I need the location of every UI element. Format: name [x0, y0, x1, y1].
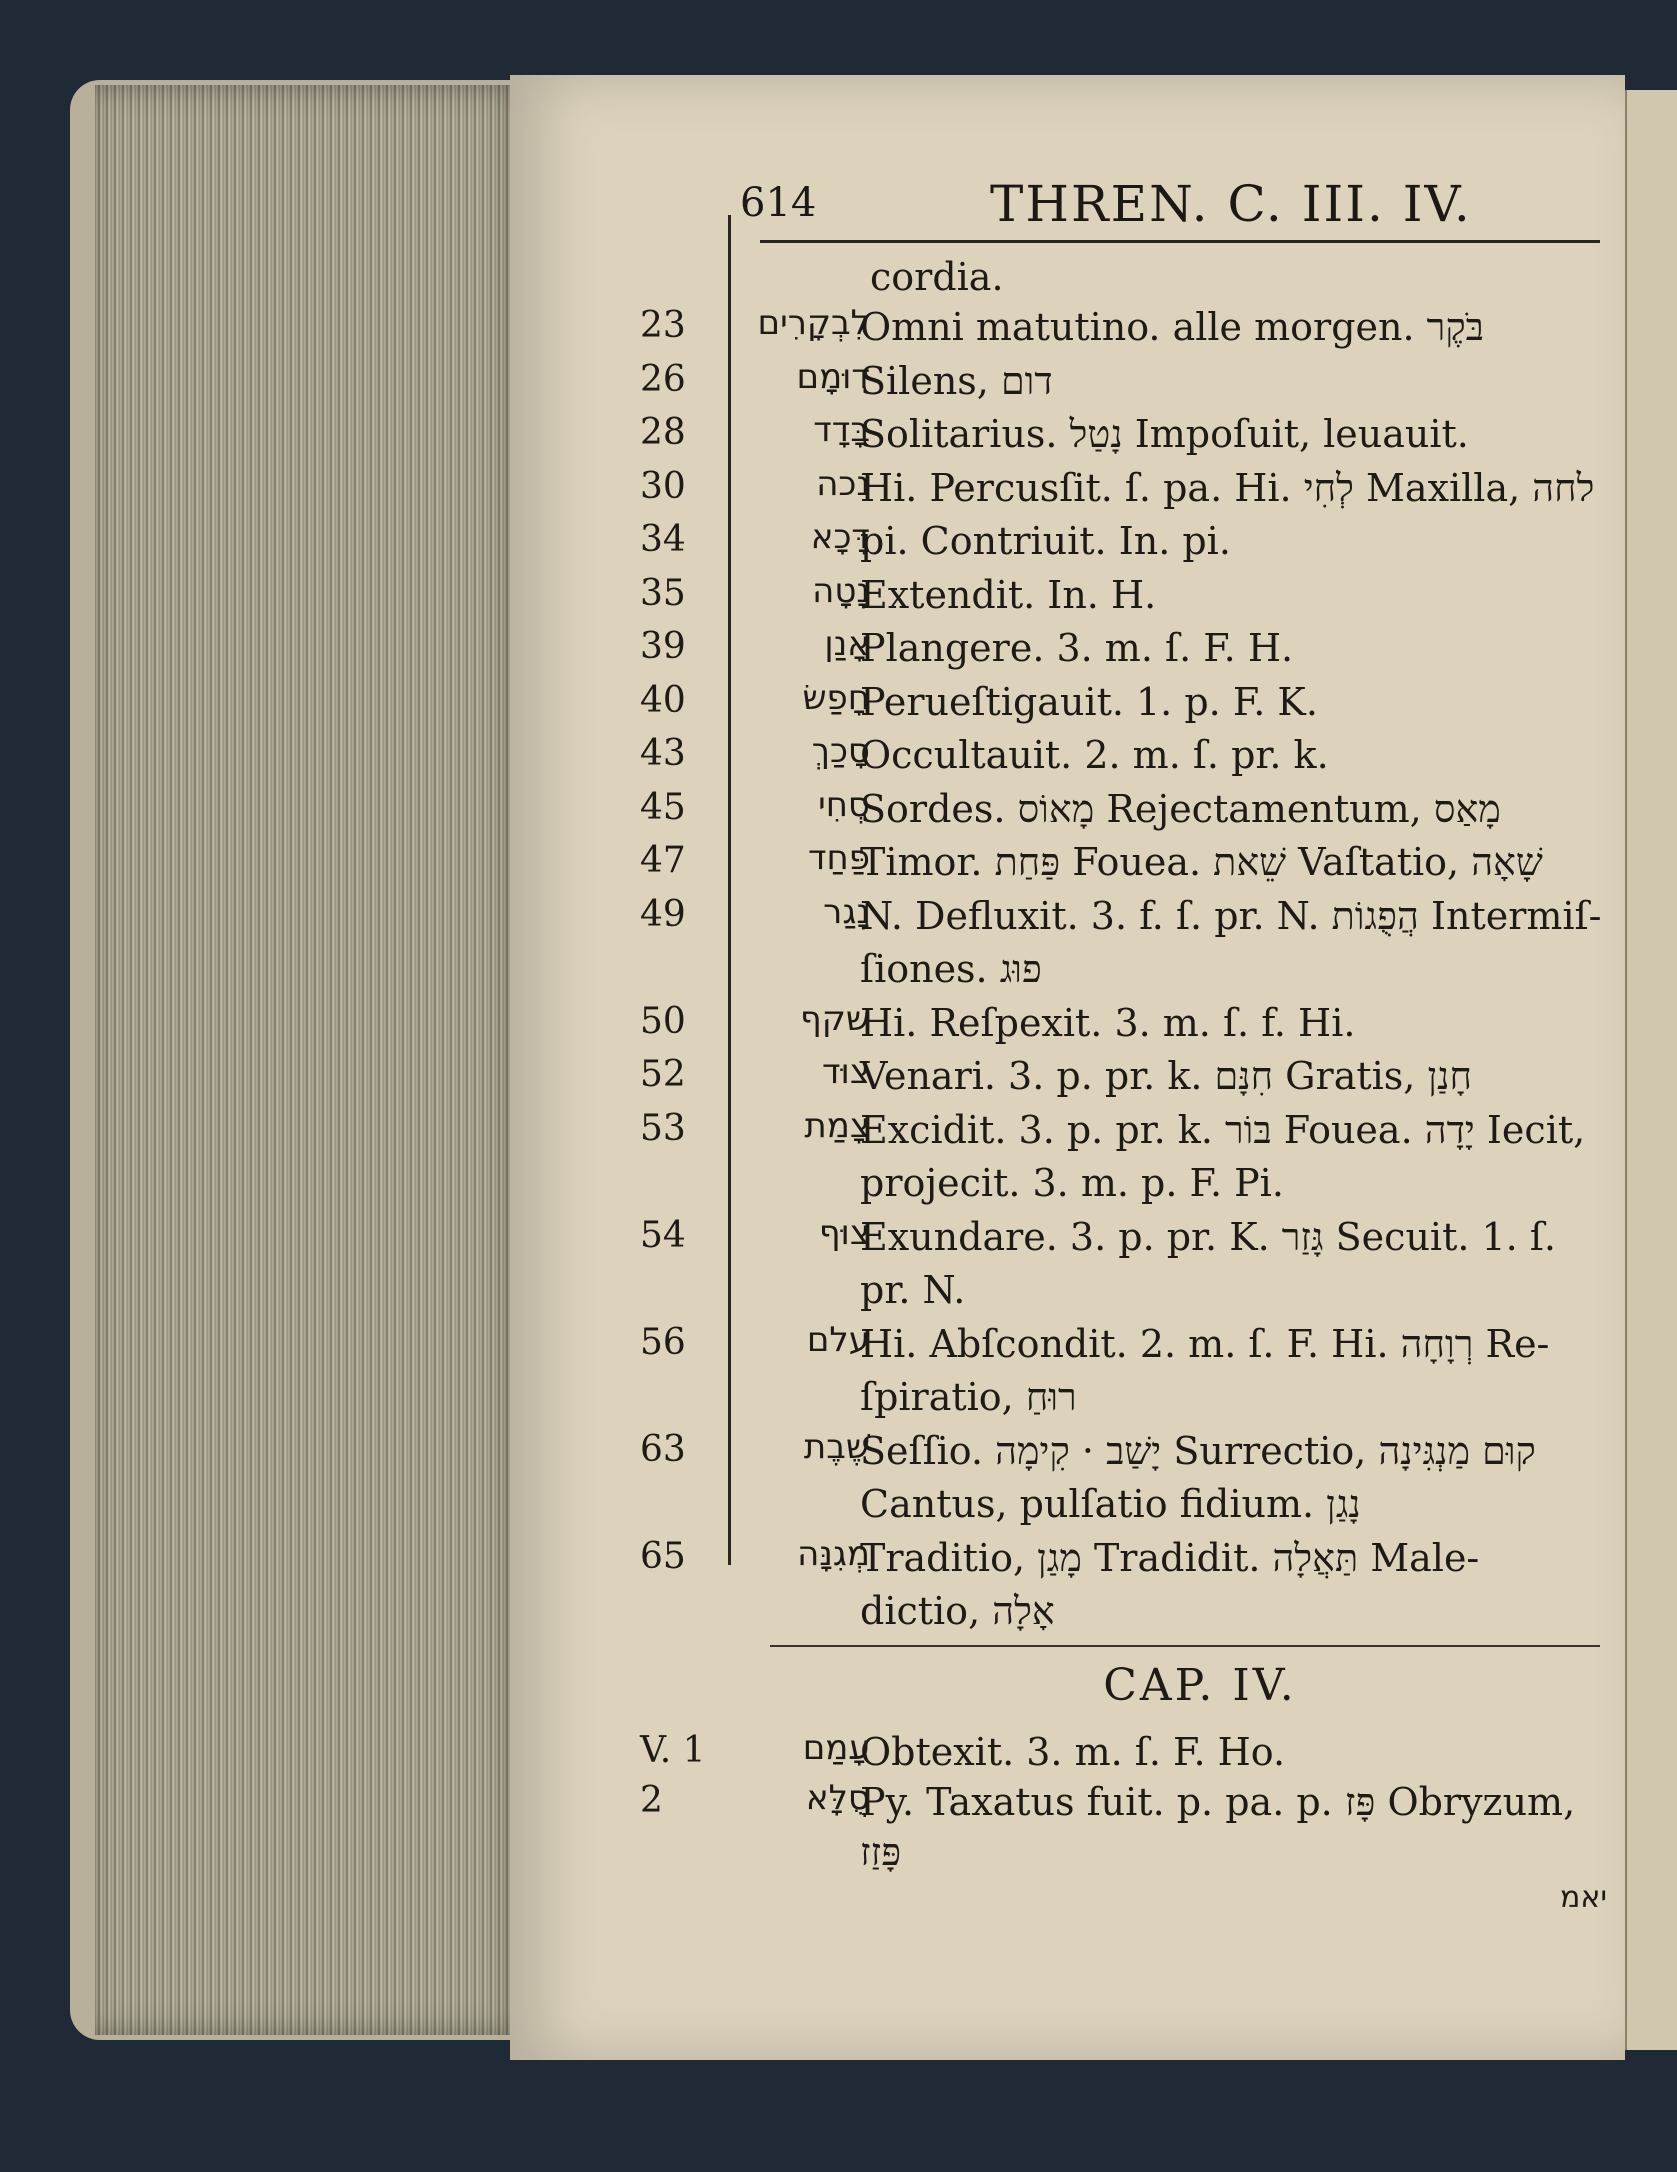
entry-row — [640, 1830, 1600, 1886]
gloss-text: cordia. — [870, 255, 1004, 299]
hebrew-headword: עלם — [806, 1319, 870, 1360]
hebrew-headword: סֻלָּא — [805, 1778, 870, 1818]
entry-row — [640, 356, 1600, 415]
hebrew-headword: דָּכָא — [810, 517, 870, 557]
hebrew-headword: נכה — [816, 463, 870, 504]
page-number: 614 — [740, 180, 817, 226]
gloss-text: pi. Contriuit. In. pi. — [860, 519, 1231, 563]
verse-number: 47 — [640, 840, 686, 881]
verse-number: 45 — [640, 786, 686, 828]
entry-row — [640, 412, 1600, 468]
gloss-text: Plangere. 3. m. ſ. F. H. — [860, 626, 1294, 670]
verse-number: 2 — [640, 1780, 663, 1821]
gloss-text: Silens, דום — [860, 358, 1053, 403]
hebrew-headword: בָּדָד — [813, 410, 870, 450]
entry-row — [640, 840, 1600, 896]
entry-row — [640, 519, 1600, 575]
verse-number: 30 — [640, 465, 686, 507]
entry-row — [640, 463, 1600, 522]
gloss-text: pr. N. — [860, 1268, 966, 1312]
verse-number: 40 — [640, 679, 686, 721]
header-rule — [760, 240, 1600, 243]
entry-row — [640, 1375, 1600, 1431]
hebrew-headword: נָגַר — [823, 891, 870, 932]
hebrew-headword: סְחִי — [818, 784, 870, 825]
section-rule — [770, 1645, 1600, 1647]
verse-number: 56 — [640, 1321, 686, 1363]
hebrew-headword: פַּחַד — [807, 838, 870, 878]
entry-row — [640, 626, 1600, 682]
verse-number: 26 — [640, 358, 686, 400]
gloss-text: ſpiratio, רוּחַ — [860, 1375, 1077, 1419]
running-title: THREN. C. III. IV. — [990, 175, 1472, 233]
hebrew-headword: אָנַן — [824, 624, 870, 664]
entry-row — [640, 1161, 1600, 1217]
gloss-text: Occultauit. 2. m. ſ. pr. k. — [860, 733, 1329, 777]
entry-row — [640, 733, 1600, 789]
entry-row — [640, 1426, 1600, 1485]
facing-page-edge — [1625, 90, 1677, 2050]
entry-row — [640, 1054, 1600, 1110]
entry-row — [640, 891, 1602, 950]
entry-row — [640, 998, 1600, 1057]
gloss-text: Perueſtigauit. 1. p. F. K. — [860, 679, 1318, 724]
gloss-text: Venari. 3. p. pr. k. חִנָּם Gratis, חָנַן — [860, 1054, 1472, 1098]
verse-number: 23 — [640, 305, 686, 346]
gloss-text: Seſſio. יָשַׁב · קִימָה Surrectio, קוּם מַנְגִּינָה — [860, 1428, 1536, 1473]
hebrew-headword: צוּד — [822, 1052, 870, 1092]
verse-number: 28 — [640, 412, 686, 453]
entry-row — [640, 1780, 1600, 1836]
catchword: יאמ — [1560, 1880, 1608, 1915]
gloss-text: N. Defluxit. 3. f. ſ. pr. N. הֲפֻגוֹת Intermiſ- — [860, 893, 1602, 938]
verse-number: 49 — [640, 893, 686, 935]
entry-row — [640, 570, 1600, 629]
gloss-text: dictio, אָלָה — [860, 1589, 1055, 1633]
gloss-text: Hi. Abſcondit. 2. m. ſ. F. Hi. רְוָחָה Re- — [860, 1321, 1550, 1366]
hebrew-headword: נָטָה — [812, 570, 870, 611]
hebrew-headword: שקף — [800, 998, 870, 1039]
gloss-text: Excidit. 3. p. pr. k. בּוֹר Fouea. יָדָה Iecit, — [860, 1107, 1586, 1152]
gloss-text: Omni matutino. alle morgen. בֹּקֶר — [860, 305, 1484, 349]
entry-row — [640, 305, 1600, 361]
entry-row — [640, 1268, 1600, 1324]
verse-number: 35 — [640, 572, 686, 614]
hebrew-headword: דוּמָם — [796, 356, 870, 397]
entry-row — [640, 1533, 1600, 1592]
entry-row — [640, 1105, 1600, 1164]
gloss-text: Exundare. 3. p. pr. K. גָּזַר Secuit. 1. ſ. — [860, 1214, 1556, 1259]
gloss-text: Obtexit. 3. m. ſ. F. Ho. — [860, 1730, 1286, 1774]
hebrew-headword: עָמַם — [802, 1728, 870, 1768]
gloss-text: ſiones. פוּג — [860, 947, 1042, 991]
gloss-text: projecit. 3. m. p. F. Pi. — [860, 1161, 1284, 1205]
entry-row — [640, 947, 1600, 1003]
verse-number: 43 — [640, 733, 686, 774]
gloss-text: פָּזַז — [860, 1830, 902, 1874]
verse-number: 34 — [640, 519, 686, 560]
hebrew-headword: צוּף — [818, 1212, 870, 1253]
entry-row — [640, 1319, 1600, 1378]
gloss-text: Cantus, pulſatio fidium. נָגַן — [860, 1482, 1361, 1526]
gloss-text: Sordes. מָאוֹס Rejectamentum, מָאַס — [860, 786, 1501, 831]
verse-number: 39 — [640, 626, 686, 667]
hebrew-headword: חָפַשׂ — [802, 677, 870, 718]
gloss-text: Extendit. In. H. — [860, 572, 1157, 617]
hebrew-headword: שֶׁבֶת — [803, 1426, 870, 1467]
verse-number: V. 1 — [640, 1730, 706, 1771]
hebrew-headword: צָמַת — [804, 1105, 870, 1146]
chapter-heading: CAP. IV. — [1103, 1660, 1297, 1711]
gloss-text: Solitarius. נָטַל Impoſuit, leuauit. — [860, 412, 1469, 456]
entry-row — [640, 1212, 1600, 1271]
page-edges — [95, 85, 525, 2035]
gloss-text: Traditio, מָגַן Tradidit. תַּאֲלָה Male- — [860, 1535, 1480, 1580]
verse-number: 52 — [640, 1054, 686, 1095]
gloss-text: Py. Taxatus fuit. p. pa. p. פָּז Obryzum, — [860, 1780, 1576, 1824]
hebrew-headword: לִבְקָרִים — [757, 303, 870, 343]
entry-row — [640, 677, 1600, 736]
entry-row — [640, 1589, 1600, 1645]
gloss-text: Hi. Reſpexit. 3. m. ſ. f. Hi. — [860, 1000, 1356, 1045]
hebrew-headword: מְגִנָּה — [797, 1533, 870, 1574]
verse-number: 65 — [640, 1535, 686, 1577]
gloss-text: Hi. Percusſit. ſ. pa. Hi. לְחִי Maxilla, לחה — [860, 465, 1595, 510]
verse-number: 53 — [640, 1107, 686, 1149]
verse-number: 63 — [640, 1428, 686, 1470]
hebrew-headword: סָכַךְ — [811, 731, 870, 771]
verse-number: 54 — [640, 1214, 686, 1256]
verse-number: 50 — [640, 1000, 686, 1042]
entry-row — [640, 784, 1600, 843]
page-header — [740, 170, 1600, 250]
gloss-text: Timor. פַּחַת Fouea. שֵׁאת Vaſtatio, שָׁאָה — [860, 840, 1543, 884]
entry-row — [640, 1482, 1600, 1538]
